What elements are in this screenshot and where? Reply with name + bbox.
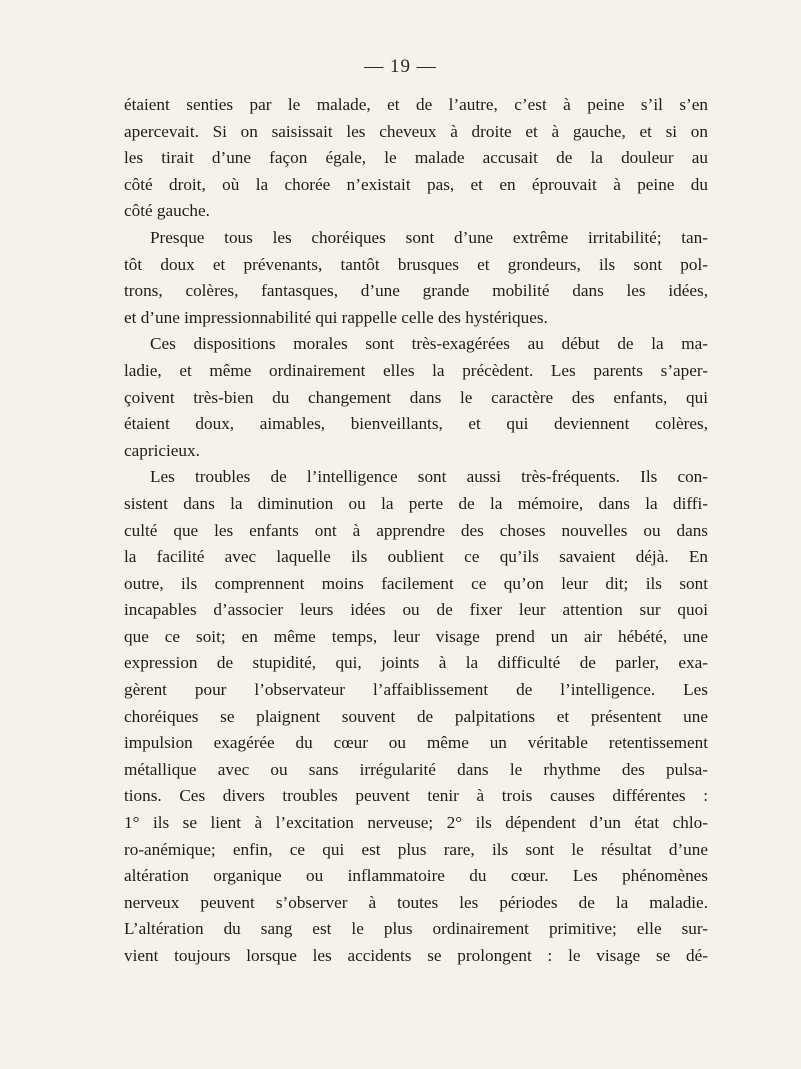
- text-line: altération organique ou inflammatoire du cœur. Les phénomènes: [124, 866, 708, 886]
- text-line: çoivent très-bien du changement dans le caractère des enfants, qui: [124, 387, 708, 407]
- text-line: étaient senties par le malade, et de l’autre, c’est à peine s’il s’en: [124, 95, 708, 114]
- text-line: tôt doux et prévenants, tantôt brusques et grondeurs, ils sont pol-: [124, 254, 708, 274]
- text-line: ladie, et même ordinairement elles la précèdent. Les parents s’aper-: [124, 360, 708, 380]
- text-line: que ce soit; en même temps, leur visage prend un air hébété, une: [124, 626, 708, 646]
- text-line: les tirait d’une façon égale, le malade accusait de la douleur au: [124, 148, 708, 168]
- text-line: impulsion exagérée du cœur ou même un véritable retentissement: [124, 733, 708, 753]
- page-number: — 19 —: [364, 56, 437, 77]
- text-line: incapables d’associer leurs idées ou de fixer leur attention sur quoi: [124, 600, 708, 620]
- text-line: étaient doux, aimables, bienveillants, et qui deviennent colères,: [124, 414, 708, 434]
- text-line: vient toujours lorsque les accidents se prolongent : le visage se dé-: [124, 946, 708, 965]
- text-line: tions. Ces divers troubles peuvent tenir à trois causes différentes :: [124, 786, 708, 806]
- text-line: gèrent pour l’observateur l’affaiblissement de l’intelligence. Les: [124, 680, 708, 700]
- text-line: Les troubles de l’intelligence sont aussi très-fréquents. Ils con-: [150, 467, 708, 487]
- text-line: Presque tous les choréiques sont d’une extrême irritabilité; tan-: [150, 227, 708, 247]
- text-line: ro-anémique; enfin, ce qui est plus rare, ils sont le résultat d’une: [124, 839, 708, 859]
- text-line: L’altération du sang est le plus ordinairement primitive; elle sur-: [124, 919, 708, 939]
- text-line: capricieux.: [124, 440, 200, 460]
- text-line: culté que les enfants ont à apprendre des choses nouvelles ou dans: [124, 520, 708, 540]
- text-line: apercevait. Si on saisissait les cheveux à droite et à gauche, et si on: [124, 121, 708, 141]
- text-line: côté droit, où la chorée n’existait pas, et en éprouvait à peine du: [124, 174, 708, 194]
- text-line: côté gauche.: [124, 201, 210, 221]
- text-line: choréiques se plaignent souvent de palpitations et présentent une: [124, 706, 708, 726]
- text-line: sistent dans la diminution ou la perte de la mémoire, dans la diffi-: [124, 493, 708, 513]
- text-line: nerveux peuvent s’observer à toutes les périodes de la maladie.: [124, 892, 708, 912]
- text-line: Ces dispositions morales sont très-exagérées au début de la ma-: [150, 334, 708, 354]
- text-line: trons, colères, fantasques, d’une grande mobilité dans les idées,: [124, 281, 708, 301]
- text-line: 1° ils se lient à l’excitation nerveuse; 2° ils dépendent d’un état chlo-: [124, 813, 708, 833]
- body-text: [124, 92, 708, 970]
- text-line: outre, ils comprennent moins facilement ce qu’on leur dit; ils sont: [124, 573, 708, 593]
- text-line: métallique avec ou sans irrégularité dans le rhythme des pulsa-: [124, 759, 708, 779]
- text-line: et d’une impressionnabilité qui rappelle celle des hystériques.: [124, 307, 548, 327]
- text-line: expression de stupidité, qui, joints à la difficulté de parler, exa-: [124, 653, 708, 673]
- text-line: la facilité avec laquelle ils oublient ce qu’ils savaient déjà. En: [124, 547, 708, 567]
